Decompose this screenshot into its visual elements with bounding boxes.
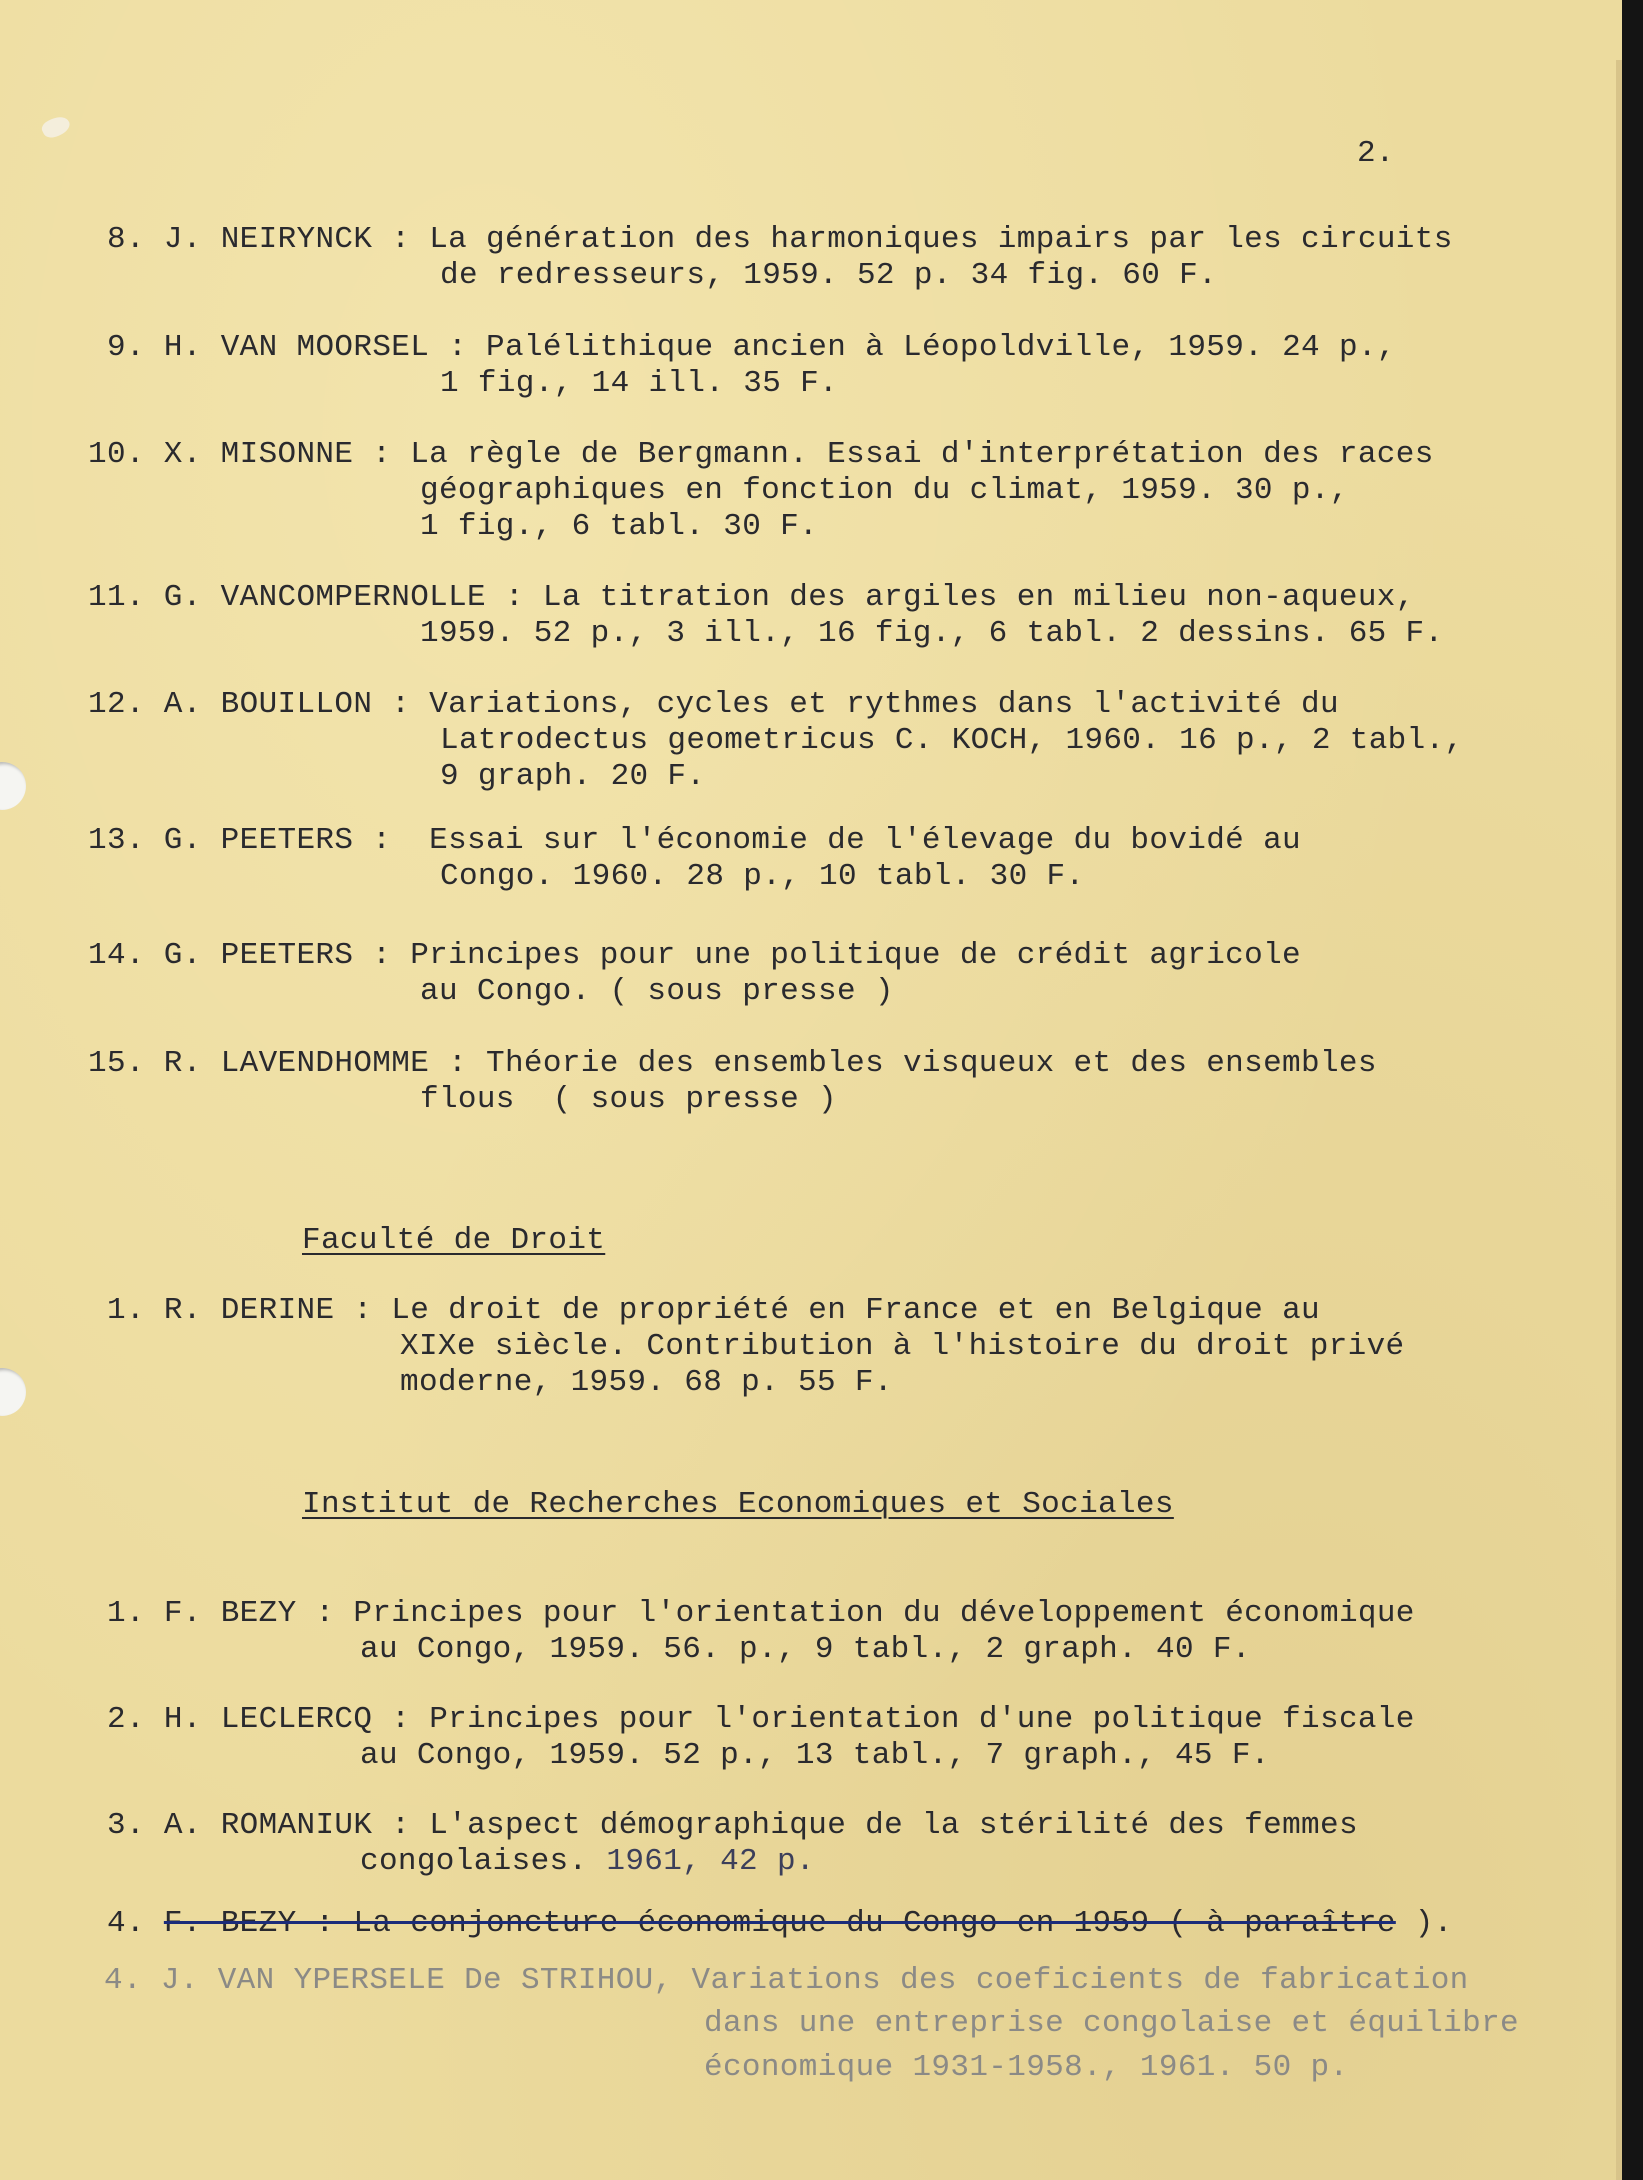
ires-entry-3-line-1: 3. A. ROMANIUK : L'aspect démographique de la stérilité des femmes — [107, 1808, 1358, 1843]
entry-15-line-1: 15. R. LAVENDHOMME : Théorie des ensembles visqueux et des ensembles — [88, 1046, 1377, 1081]
entry-13-line-2: Congo. 1960. 28 p., 10 tabl. 30 F. — [440, 859, 1085, 894]
ires-entry-4-new-line-2: dans une entreprise congolaise et équilibre — [704, 2006, 1519, 2041]
ires-entry-4-new-line-1: 4. J. VAN YPERSELE De STRIHOU, Variations des coeficients de fabrication — [104, 1963, 1469, 1998]
ires-entry-3-line-2 — [360, 1844, 815, 1880]
punch-hole-upper — [0, 762, 26, 810]
struck-through-text: F. BEZY : La conjoncture économique du Congo en 1959 ( à paraître — [163, 1906, 1396, 1941]
ires-entry-1-line-2: au Congo, 1959. 56. p., 9 tabl., 2 graph. 40 F. — [360, 1632, 1251, 1667]
punch-hole-lower — [0, 1368, 26, 1416]
entry-9-line-1: 9. H. VAN MOORSEL : Palélithique ancien à Léopoldville, 1959. 24 p., — [107, 330, 1396, 365]
entry-8-line-1: 8. J. NEIRYNCK : La génération des harmoniques impairs par les circuits — [107, 222, 1453, 257]
entry-12-line-3: 9 graph. 20 F. — [440, 759, 706, 794]
entry-10-line-2: géographiques en fonction du climat, 1959. 30 p., — [420, 473, 1349, 508]
ires-entry-4-struck-line — [107, 1906, 1453, 1942]
entry-12-line-1: 12. A. BOUILLON : Variations, cycles et rythmes dans l'activité du — [88, 687, 1339, 722]
paper-tear-mark — [40, 113, 73, 141]
entry-14-line-2: au Congo. ( sous presse ) — [420, 974, 894, 1009]
ires-entry-1-line-1: 1. F. BEZY : Principes pour l'orientation du développement économique — [107, 1596, 1415, 1631]
entry-10-line-3: 1 fig., 6 tabl. 30 F. — [420, 509, 819, 544]
paper-edge — [1616, 60, 1622, 2180]
droit-entry-1-line-3: moderne, 1959. 68 p. 55 F. — [400, 1365, 893, 1400]
entry-9-line-2: 1 fig., 14 ill. 35 F. — [440, 366, 839, 401]
entry-10-line-1: 10. X. MISONNE : La règle de Bergmann. Essai d'interprétation des races — [88, 437, 1434, 472]
section-heading-droit: Faculté de Droit — [302, 1223, 606, 1258]
entry-13-line-1: 13. G. PEETERS : Essai sur l'économie de l'élevage du bovidé au — [88, 823, 1301, 858]
entry-12-line-2: Latrodectus geometricus C. KOCH, 1960. 16 p., 2 tabl., — [440, 723, 1464, 758]
ires-entry-3-typed-part: congolaises. — [360, 1844, 607, 1879]
ires-entry-4-number: 4. — [107, 1906, 164, 1941]
entry-11-line-1: 11. G. VANCOMPERNOLLE : La titration des argiles en milieu non-aqueux, — [88, 580, 1415, 615]
ires-entry-4-new-line-3: économique 1931-1958., 1961. 50 p. — [704, 2050, 1349, 2085]
page-number: 2. — [1357, 136, 1395, 171]
section-heading-ires: Institut de Recherches Economiques et Sociales — [302, 1487, 1174, 1522]
droit-entry-1-line-1: 1. R. DERINE : Le droit de propriété en France et en Belgique au — [107, 1293, 1320, 1328]
entry-15-line-2: flous ( sous presse ) — [420, 1082, 837, 1117]
ires-entry-2-line-1: 2. H. LECLERCQ : Principes pour l'orientation d'une politique fiscale — [107, 1702, 1415, 1737]
droit-entry-1-line-2: XIXe siècle. Contribution à l'histoire du droit privé — [400, 1329, 1405, 1364]
ires-entry-3-added-part: 1961, 42 p. — [606, 1844, 815, 1879]
entry-11-line-2: 1959. 52 p., 3 ill., 16 fig., 6 tabl. 2 dessins. 65 F. — [420, 616, 1444, 651]
entry-14-line-1: 14. G. PEETERS : Principes pour une politique de crédit agricole — [88, 938, 1301, 973]
ires-entry-4-tail: ). — [1395, 1906, 1453, 1941]
entry-8-line-2: de redresseurs, 1959. 52 p. 34 fig. 60 F. — [440, 258, 1218, 293]
ires-entry-2-line-2: au Congo, 1959. 52 p., 13 tabl., 7 graph., 45 F. — [360, 1738, 1270, 1773]
